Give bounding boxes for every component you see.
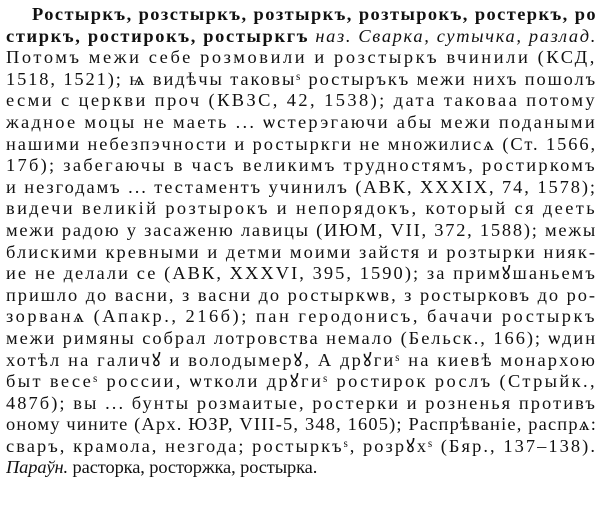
entry-line [6,198,597,220]
entry-line [6,69,597,91]
body-text: видечи великій розтырокъ и непорядокъ, который ся дееть [6,198,597,219]
body-text: оному чините (Арх. ЮЗР, VIII-5, 348, 1605); Распрѣваніе, распрѧ: [6,414,597,435]
entry-line [6,285,597,307]
entry-line [6,393,597,415]
entry-line [6,134,597,156]
entry-line [6,177,597,199]
headword-text: Ростыркъ, розстыркъ, розтыркъ, розтырокъ, ростеркъ, ро [32,4,597,24]
body-text: нашими небезпэчности и ростыркги не множилисѧ (Ст. 1566, [6,133,597,154]
entry-line [6,414,597,436]
body-text: есми с церкви проч (КВЗС, 42, 1538); дата таковаа потому [6,90,597,111]
body-text: быт весеˢ россии, ѡтколи дрꙋгиˢ ростирок рослъ (Стрыйк., [6,371,597,392]
entry-line [6,4,597,26]
body-text: расторка, росторжка, ростырка. [68,457,318,478]
body-text: ие не делали се (АВК, XXXVI, 395, 1590); за примꙋшаньемъ [6,263,597,284]
body-text: жадное моцы не маеть ... ѡстерэгаючи абы межи подаными [6,111,597,132]
entry-line [6,371,597,393]
entry-line [6,112,597,134]
entry-line [6,306,597,328]
body-text: 1518, 1521); ѩ видѣчы таковыˢ ростыръкъ межи нихъ пошолъ [6,68,597,89]
headword-text: стиркъ, ростирокъ, ростыркгъ [6,25,310,46]
body-text: межи радою у засаженю лавицы (ИЮМ, VII, 372, 1588); межы [6,219,597,240]
entry-line [6,328,597,350]
body-text: 487б); вы ... бунты розмаитые, ростерки и розненья противъ [6,392,597,413]
entry-line [6,350,597,372]
italic-text: наз. Сварка, сутычка, разлад. [315,25,597,46]
entry-line [6,263,597,285]
body-text: Потомъ межи себе розмовили и розстыркъ вчинили (КСД, [6,47,597,68]
body-text: и незгодамъ ... тестаментъ учинилъ (АВК, XXXIX, 74, 1578); [6,176,597,197]
entry-line [6,242,597,264]
entry-line [6,220,597,242]
body-text: межи римяны собрал лотровства немало (Бельск., 166); ѡдин [6,327,597,348]
entry-line [6,90,597,112]
body-text: 17б); забегаючы в часъ великимъ трудностямъ, ростиркомъ [6,155,597,176]
body-text: зорванѧ (Апакр., 216б); пан геродонисъ, бачачи ростыркъ [6,306,597,327]
entry-line [6,155,597,177]
entry-line [6,26,597,48]
body-text: блискими кревными и детми моими зайстя и розтырки нияк- [6,241,597,262]
entry-line [6,47,597,69]
body-text: пришло до васни, з васни до ростыркѡв, з ростырковъ до ро- [6,284,597,305]
italic-text: Параўн. [6,457,69,478]
body-text: хотѣл на галичꙋ и володымерꙋ, А дрꙋгиˢ на киевѣ монархою [6,349,597,370]
entry-line [6,436,597,458]
body-text: сваръ, крамола, незгода; ростыркъˢ, розрꙋхˢ (Бяр., 137–138). [6,435,597,456]
entry-line [6,457,597,479]
